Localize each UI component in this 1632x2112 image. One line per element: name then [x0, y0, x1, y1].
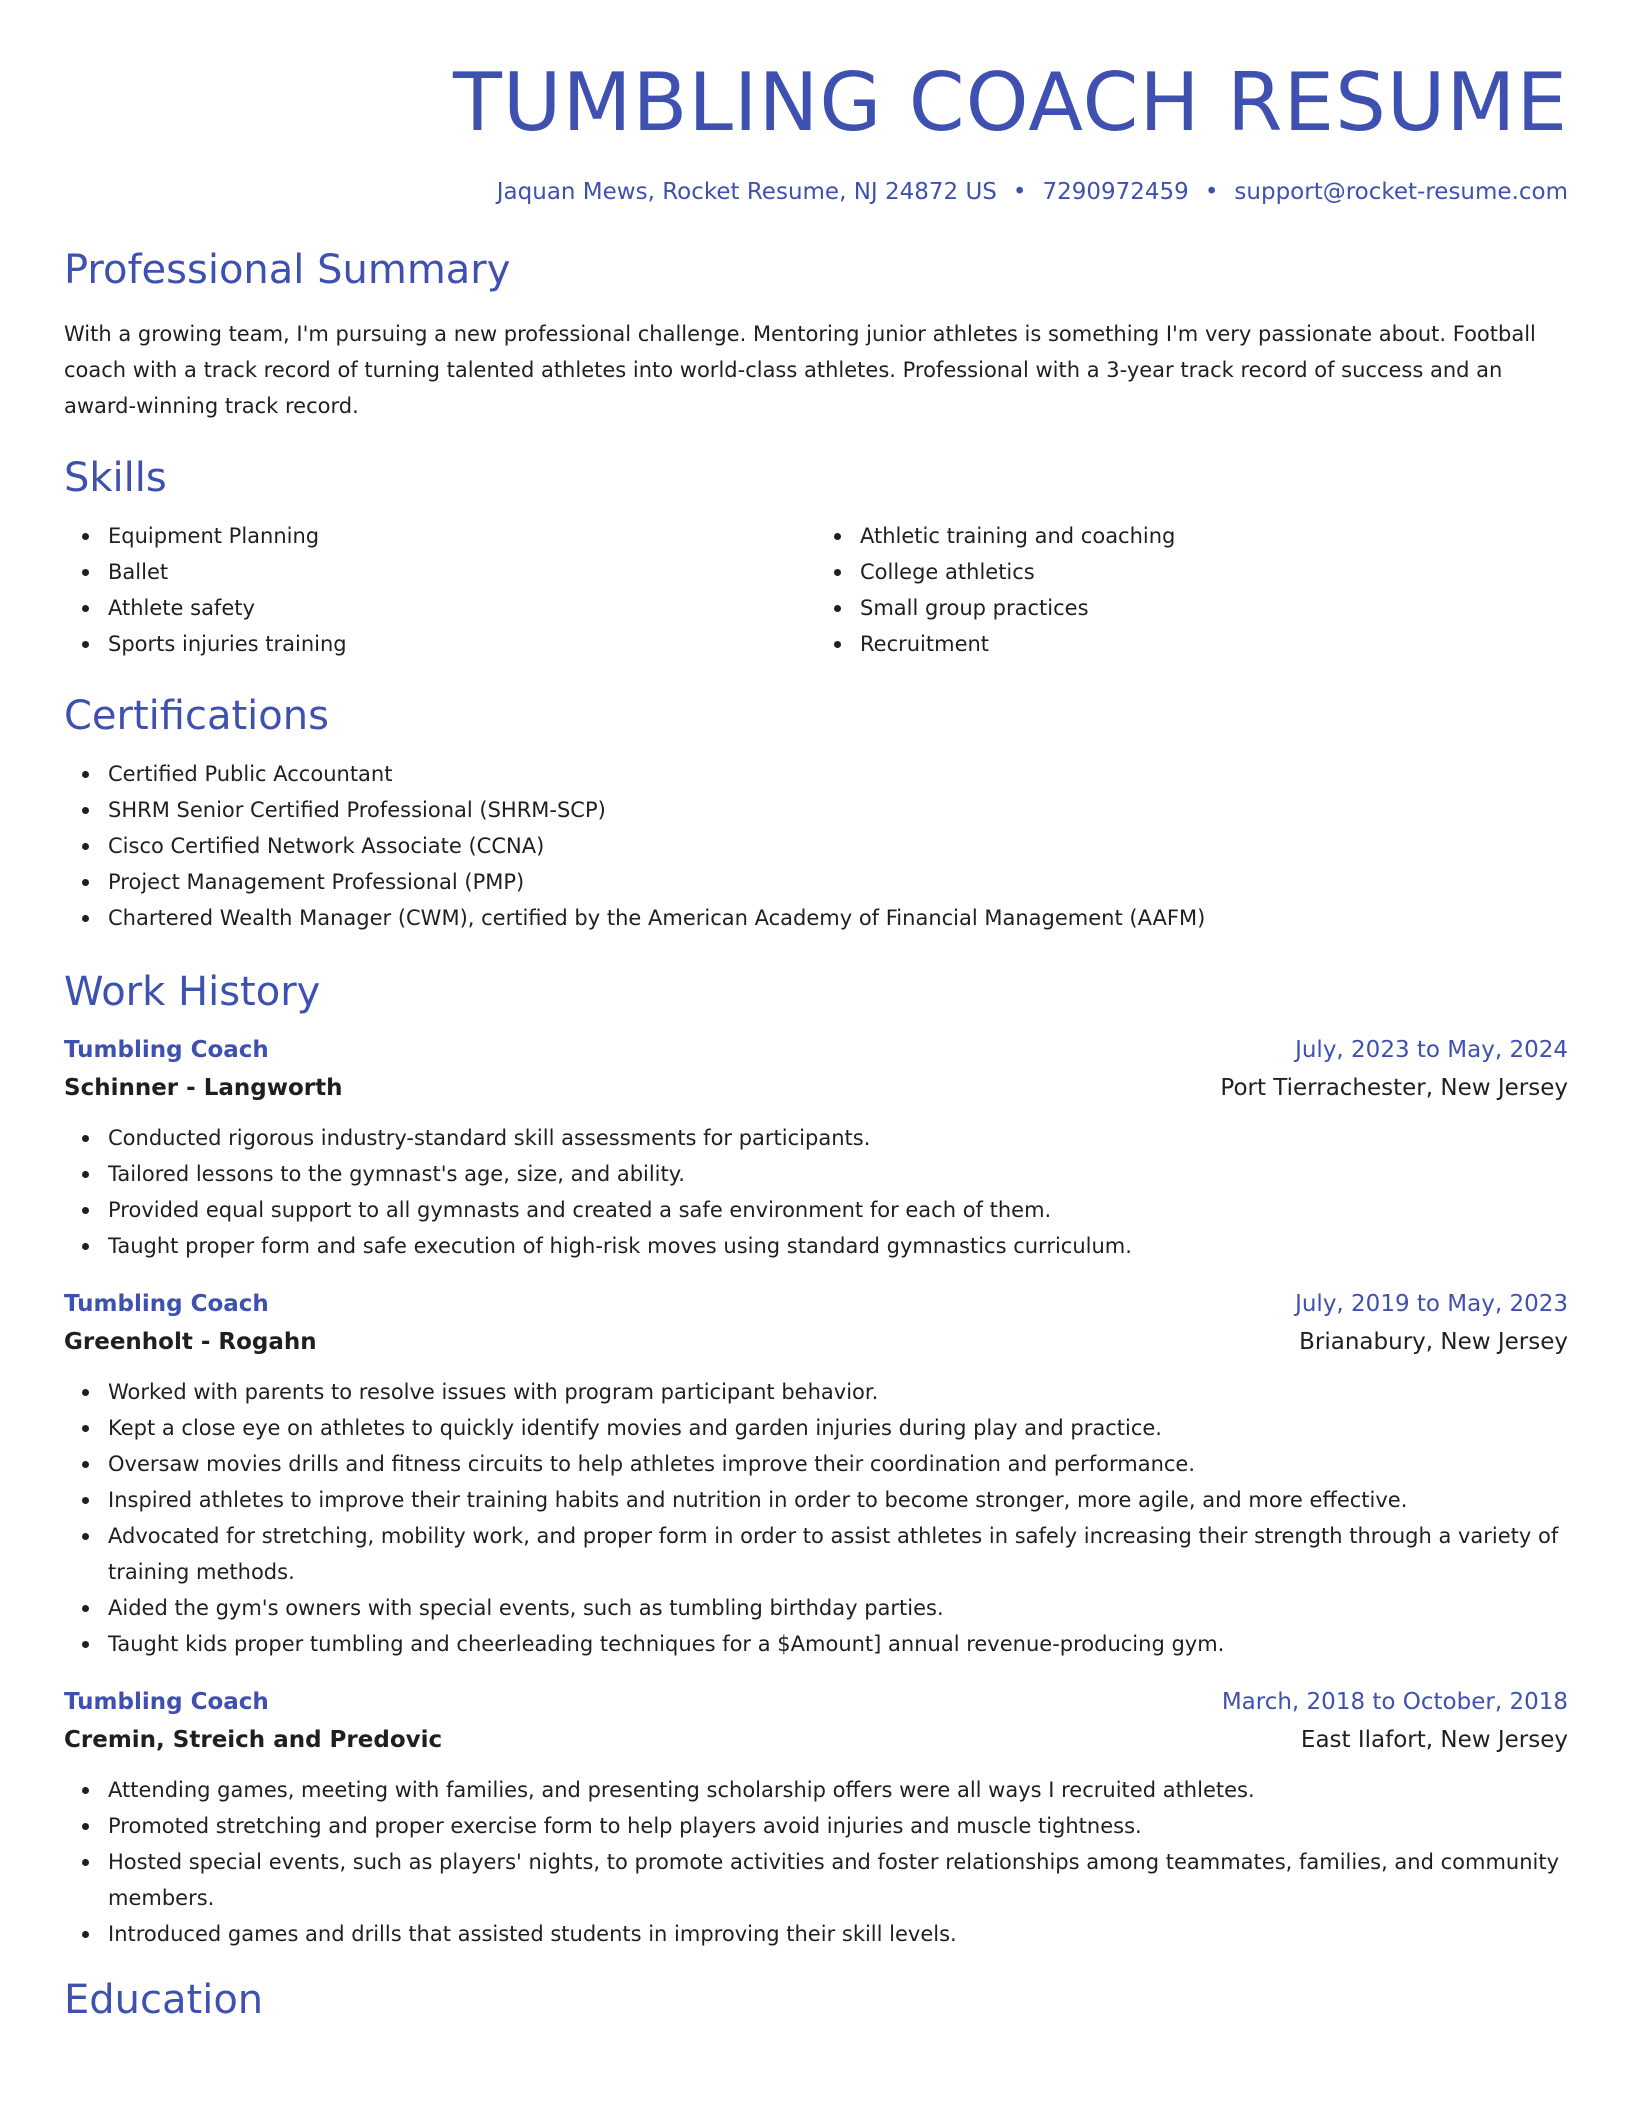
certification-item: SHRM Senior Certified Professional (SHRM-SCP) [108, 792, 1568, 828]
job-company: Cremin, Streich and Predovic [64, 1727, 443, 1753]
job-company-row [64, 1720, 1568, 1760]
job-duty-item: Provided equal support to all gymnasts and created a safe environment for each of them. [108, 1192, 1568, 1228]
contact-email: support@rocket-resume.com [1234, 179, 1568, 205]
skill-item: Athletic training and coaching [860, 518, 1568, 554]
job-entry [64, 1032, 1568, 1264]
job-duty-item: Tailored lessons to the gymnast's age, size, and ability. [108, 1156, 1568, 1192]
skills-list [64, 518, 1568, 662]
contact-address: Jaquan Mews, Rocket Resume, NJ 24872 US [496, 179, 997, 205]
job-duty-item: Aided the gym's owners with special events, such as tumbling birthday parties. [108, 1590, 1568, 1626]
job-duty-item: Conducted rigorous industry-standard skill assessments for participants. [108, 1120, 1568, 1156]
job-title: Tumbling Coach [64, 1291, 269, 1317]
skills-heading: Skills [64, 455, 167, 501]
certifications-heading: Certifications [64, 693, 329, 739]
skills-column-left [64, 518, 816, 662]
job-duties [64, 1772, 1568, 1952]
certification-item: Chartered Wealth Manager (CWM), certified by the American Academy of Financial Management (AAFM) [108, 900, 1568, 936]
job-location: Brianabury, New Jersey [1299, 1329, 1568, 1355]
job-duty-item: Promoted stretching and proper exercise form to help players avoid injuries and muscle tightness. [108, 1808, 1568, 1844]
job-duties [64, 1120, 1568, 1264]
job-entry [64, 1684, 1568, 1952]
job-company: Schinner - Langworth [64, 1075, 343, 1101]
job-duty-item: Worked with parents to resolve issues with program participant behavior. [108, 1374, 1568, 1410]
job-location: Port Tierrachester, New Jersey [1220, 1075, 1568, 1101]
job-title: Tumbling Coach [64, 1037, 269, 1063]
certification-item: Cisco Certified Network Associate (CCNA) [108, 828, 1568, 864]
certifications-list [64, 756, 1568, 936]
job-duties [64, 1374, 1568, 1662]
skill-item: Sports injuries training [108, 626, 816, 662]
job-duty-item: Attending games, meeting with families, and presenting scholarship offers were all ways I recruited athletes. [108, 1772, 1568, 1808]
skills-column-right [816, 518, 1568, 662]
skill-item: Small group practices [860, 590, 1568, 626]
contact-phone: 7290972459 [1042, 179, 1189, 205]
job-header-row [64, 1286, 1568, 1322]
job-header-row [64, 1032, 1568, 1068]
job-duty-item: Inspired athletes to improve their training habits and nutrition in order to become stronger, more agile, and more effective. [108, 1482, 1568, 1518]
job-company-row [64, 1322, 1568, 1362]
job-dates: July, 2023 to May, 2024 [1295, 1037, 1568, 1063]
job-company-row [64, 1068, 1568, 1108]
job-dates: July, 2019 to May, 2023 [1295, 1291, 1568, 1317]
work-history-heading: Work History [64, 969, 321, 1015]
resume-title: TUMBLING COACH RESUME [453, 56, 1568, 149]
resume-page [64, 0, 1568, 2026]
job-duty-item: Taught kids proper tumbling and cheerleading techniques for a $Amount] annual revenue-producing gym. [108, 1626, 1568, 1662]
skill-item: Equipment Planning [108, 518, 816, 554]
certification-item: Certified Public Accountant [108, 756, 1568, 792]
contact-line [64, 176, 1568, 208]
certification-item: Project Management Professional (PMP) [108, 864, 1568, 900]
skill-item: Ballet [108, 554, 816, 590]
summary-text: With a growing team, I'm pursuing a new professional challenge. Mentoring junior athletes is something I'm very passionate about. Football coach with a track record of turning talented athletes into world-class athletes. Professional with a 3-year track record of success and an award-winning track record. [64, 322, 1536, 418]
job-duty-item: Advocated for stretching, mobility work, and proper form in order to assist athletes in safely increasing their strength through a variety of training methods. [108, 1518, 1568, 1590]
skill-item: Recruitment [860, 626, 1568, 662]
job-header-row [64, 1684, 1568, 1720]
skill-item: College athletics [860, 554, 1568, 590]
education-heading: Education [64, 1977, 264, 2023]
job-duty-item: Oversaw movies drills and fitness circuits to help athletes improve their coordination and performance. [108, 1446, 1568, 1482]
contact-separator: • [1204, 179, 1219, 205]
job-company: Greenholt - Rogahn [64, 1329, 317, 1355]
job-entry [64, 1286, 1568, 1662]
summary-heading: Professional Summary [64, 247, 511, 293]
skill-item: Athlete safety [108, 590, 816, 626]
job-duty-item: Kept a close eye on athletes to quickly identify movies and garden injuries during play and practice. [108, 1410, 1568, 1446]
job-duty-item: Taught proper form and safe execution of high-risk moves using standard gymnastics curriculum. [108, 1228, 1568, 1264]
job-location: East Ilafort, New Jersey [1300, 1727, 1568, 1753]
contact-separator: • [1012, 179, 1027, 205]
job-duty-item: Hosted special events, such as players' nights, to promote activities and foster relationships among teammates, families, and community members. [108, 1844, 1568, 1916]
job-duty-item: Introduced games and drills that assisted students in improving their skill levels. [108, 1916, 1568, 1952]
job-dates: March, 2018 to October, 2018 [1221, 1689, 1568, 1715]
job-title: Tumbling Coach [64, 1689, 269, 1715]
